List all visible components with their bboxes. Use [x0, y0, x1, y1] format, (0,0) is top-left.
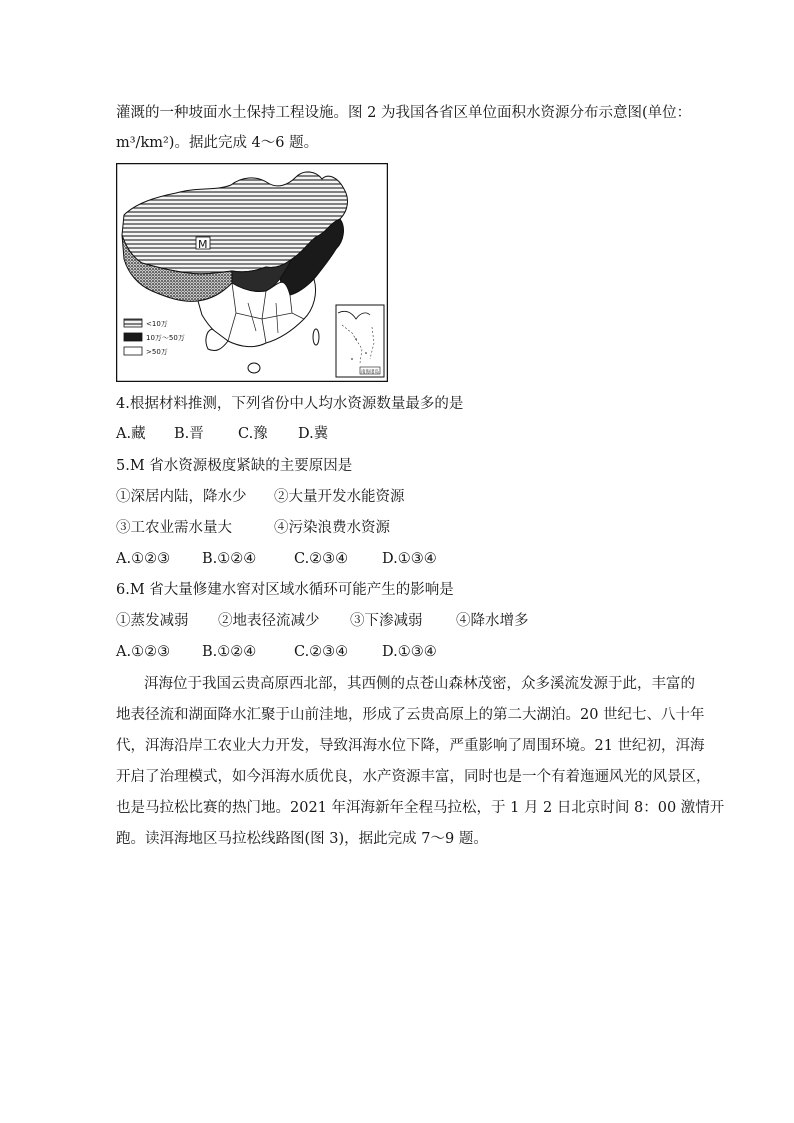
q5-item-2: ②大量开发水能资源: [274, 489, 405, 505]
q6-item-2: ②地表径流减少: [218, 613, 320, 629]
legend-item-high: >50万: [146, 348, 168, 356]
passage-line-2: 地表径流和湖面降水汇聚于山前洼地，形成了云贵高原上的第二大湖泊。20 世纪七、八十年: [116, 707, 705, 723]
passage-line-5: 也是马拉松比赛的热门地。2021 年洱海新年全程马拉松，于 1 月 2 日北京时间 8：00 激情开: [116, 800, 725, 816]
q6-stem: 6.M 省大量修建水窖对区域水循环可能产生的影响是: [116, 582, 454, 598]
q6-option-d: D.①③④: [382, 644, 437, 660]
q4-option-c: C.豫: [238, 426, 268, 442]
q6-item-4: ④降水增多: [456, 613, 529, 629]
q5-option-d: D.①③④: [382, 551, 437, 567]
intro-line-2: m³/km²)。据此完成 4～6 题。: [116, 135, 319, 151]
passage-line-4: 开启了治理模式，如今洱海水质优良，水产资源丰富，同时也是一个有着迤逦风光的风景区，: [116, 769, 711, 785]
passage-line-6: 跑。读洱海地区马拉松线路图(图 3)，据此完成 7～9 题。: [116, 831, 488, 847]
q6-option-b: B.①②④: [202, 644, 257, 660]
q5-item-3: ③工农业需水量大: [116, 520, 232, 536]
inset-label: 南海诸岛: [361, 370, 379, 375]
q5-item-4: ④污染浪费水资源: [274, 520, 390, 536]
q6-option-a: A.①②③: [116, 644, 171, 660]
legend-item-low: <10万: [146, 320, 168, 328]
q6-option-c: C.②③④: [294, 644, 349, 660]
q5-option-b: B.①②④: [202, 551, 257, 567]
intro-line-1: 灌溉的一种坡面水土保持工程设施。图 2 为我国各省区单位面积水资源分布示意图(单位：: [116, 105, 692, 121]
legend-item-mid: 10万～50万: [146, 334, 185, 342]
china-map-drawing: [116, 163, 388, 382]
q4-option-a: A.藏: [116, 426, 146, 442]
q5-stem: 5.M 省水资源极度紧缺的主要原因是: [116, 458, 353, 474]
passage-line-1: 洱海位于我国云贵高原西北部，其西侧的点苍山森林茂密，众多溪流发源于此，丰富的: [144, 676, 695, 692]
passage-line-3: 代，洱海沿岸工农业大力开发，导致洱海水位下降，严重影响了周围环境。21 世纪初，洱海: [116, 738, 705, 754]
province-m-label: M: [198, 238, 208, 251]
q4-option-d: D.冀: [298, 426, 329, 442]
q6-item-3: ③下渗减弱: [350, 613, 423, 629]
q5-option-c: C.②③④: [294, 551, 349, 567]
south-china-sea-inset: [336, 305, 384, 377]
q4-option-b: B.晋: [174, 426, 204, 442]
q5-item-1: ①深居内陆，降水少: [116, 489, 247, 505]
q5-option-a: A.①②③: [116, 551, 171, 567]
water-resource-map: [116, 163, 388, 382]
q6-item-1: ①蒸发减弱: [116, 613, 189, 629]
q4-stem: 4.根据材料推测，下列省份中人均水资源数量最多的是: [116, 396, 464, 412]
